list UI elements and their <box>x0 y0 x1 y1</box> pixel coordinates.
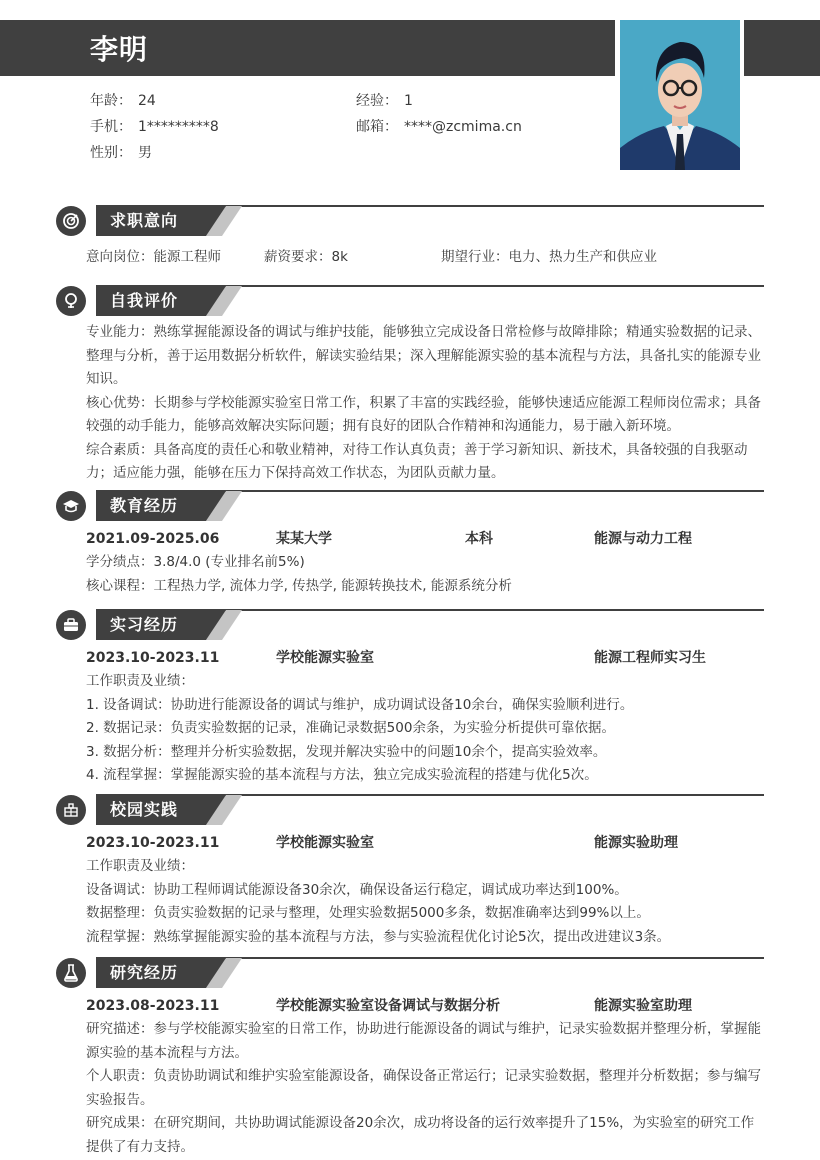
education-major: 能源与动力工程 <box>594 531 692 547</box>
section-header-internship <box>56 609 764 641</box>
section-header-education <box>56 490 764 522</box>
campus-line: 流程掌握：熟练掌握能源实验的基本流程与方法，参与实验流程优化讨论5次，提出改进建议3条。 <box>86 928 671 945</box>
target-icon <box>56 206 86 236</box>
candidate-name: 李明 <box>90 33 149 66</box>
internship-line: 2. 数据记录：负责实验数据的记录，准确记录数据500余条，为实验分析提供可靠依据。 <box>86 720 615 736</box>
intent-industry: 期望行业：电力、热力生产和供应业 <box>441 249 657 265</box>
education-date: 2021.09-2025.06 <box>86 531 220 547</box>
education-details <box>86 551 764 598</box>
section-header-self-eval <box>56 285 764 317</box>
campus-details <box>86 855 764 949</box>
self-eval-paragraph: 综合素质：具备高度的责任心和敬业精神，对待工作认真负责；善于学习新知识、新技术，具备较强的自我驱动力；适应能力强，能够在压力下保持高效工作状态，为团队贡献力量。 <box>86 441 748 481</box>
campus-role: 能源实验助理 <box>594 835 678 851</box>
research-date: 2023.08-2023.11 <box>86 998 220 1014</box>
internship-details <box>86 670 764 788</box>
research-row <box>86 994 764 1018</box>
campus-org: 学校能源实验室 <box>276 835 374 851</box>
self-eval-paragraph: 核心优势：长期参与学校能源实验室日常工作，积累了丰富的实践经验，能够快速适应能源工程师岗位需求；具备较强的动手能力，能够高效解决实际问题；拥有良好的团队合作精神和沟通能力，易于融入新环境。 <box>86 394 761 434</box>
research-details <box>86 1018 764 1159</box>
section-title: 教育经历 <box>96 491 206 521</box>
internship-line: 1. 设备调试：协助进行能源设备的调试与维护，成功调试设备10余台，确保实验顺利进行。 <box>86 696 634 713</box>
internship-line: 工作职责及业绩： <box>86 673 194 689</box>
profile-photo <box>620 20 740 170</box>
section-title: 研究经历 <box>96 958 206 988</box>
info-phone: 手机： 1*********8 <box>90 119 219 135</box>
internship-role: 能源工程师实习生 <box>594 650 706 666</box>
campus-date: 2023.10-2023.11 <box>86 835 220 851</box>
internship-row <box>86 646 764 670</box>
info-age: 年龄： 24 <box>90 93 156 109</box>
section-header-intent <box>56 205 764 237</box>
education-row <box>86 527 764 551</box>
education-gpa: 学分绩点：3.8/4.0 (专业排名前5%) <box>86 554 305 570</box>
research-paragraph: 研究成果：在研究期间，共协助调试能源设备20余次，成功将设备的运行效率提升了15%，为实验室的研究工作提供了有力支持。 <box>86 1115 755 1155</box>
flask-icon <box>56 958 86 988</box>
internship-line: 4. 流程掌握：掌握能源实验的基本流程与方法，独立完成实验流程的搭建与优化5次。 <box>86 767 598 783</box>
section-header-campus <box>56 794 764 826</box>
intent-position: 意向岗位：能源工程师 <box>86 249 221 265</box>
research-project: 学校能源实验室设备调试与数据分析 <box>276 998 500 1014</box>
header-bar-right <box>744 20 820 76</box>
section-title: 求职意向 <box>96 206 206 236</box>
section-header-research <box>56 957 764 989</box>
internship-org: 学校能源实验室 <box>276 650 374 666</box>
education-degree: 本科 <box>465 531 493 547</box>
education-school: 某某大学 <box>276 531 332 547</box>
graduation-cap-icon <box>56 491 86 521</box>
briefcase-icon <box>56 610 86 640</box>
section-title: 校园实践 <box>96 795 206 825</box>
campus-line: 设备调试：协助工程师调试能源设备30余次，确保设备运行稳定，调试成功率达到100%。 <box>86 881 628 898</box>
internship-date: 2023.10-2023.11 <box>86 650 220 666</box>
internship-line: 3. 数据分析：整理并分析实验数据，发现并解决实验中的问题10余个，提高实验效率。 <box>86 743 607 760</box>
intent-content <box>86 246 764 270</box>
campus-row <box>86 831 764 855</box>
campus-line: 数据整理：负责实验数据的记录与整理，处理实验数据5000多条，数据准确率达到99%以上。 <box>86 905 650 921</box>
education-courses: 核心课程：工程热力学, 流体力学, 传热学, 能源转换技术, 能源系统分析 <box>86 577 512 594</box>
research-role: 能源实验室助理 <box>594 998 692 1014</box>
portrait-icon <box>620 20 740 170</box>
info-gender: 性别： 男 <box>90 145 152 161</box>
info-experience: 经验： 1 <box>356 93 413 109</box>
intent-salary: 薪资要求：8k <box>264 249 348 265</box>
campus-line: 工作职责及业绩： <box>86 858 194 874</box>
self-eval-content <box>86 321 764 486</box>
section-title: 实习经历 <box>96 610 206 640</box>
research-paragraph: 研究描述：参与学校能源实验室的日常工作，协助进行能源设备的调试与维护，记录实验数据并整理分析，掌握能源实验的基本流程与方法。 <box>86 1021 761 1061</box>
self-eval-paragraph: 专业能力：熟练掌握能源设备的调试与维护技能，能够独立完成设备日常检修与故障排除；精通实验数据的记录、整理与分析，善于运用数据分析软件，解读实验结果；深入理解能源实验的基本流程与方法，具备扎实的能源专业知识。 <box>86 324 761 387</box>
building-icon <box>56 795 86 825</box>
info-email: 邮箱： ****@zcmima.cn <box>356 119 522 135</box>
lightbulb-icon <box>56 286 86 316</box>
research-paragraph: 个人职责：负责协助调试和维护实验室能源设备，确保设备正常运行；记录实验数据，整理并分析数据；参与编写实验报告。 <box>86 1068 761 1108</box>
section-title: 自我评价 <box>96 286 206 316</box>
